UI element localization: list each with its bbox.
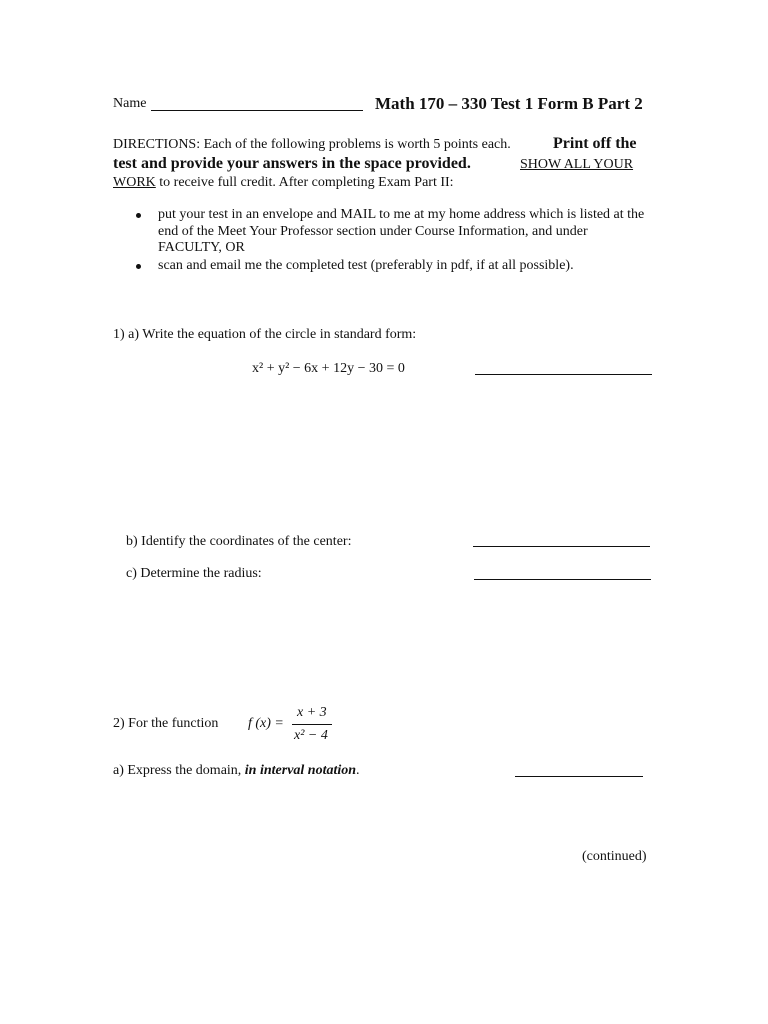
bullet-marker bbox=[136, 213, 141, 218]
q2a-label bbox=[113, 763, 360, 779]
directions-line-3 bbox=[113, 175, 454, 191]
q2-denominator: x² − 4 bbox=[294, 728, 328, 743]
q1c-answer-field[interactable] bbox=[474, 579, 651, 580]
q2a-suffix: . bbox=[356, 763, 360, 778]
directions-rest: to receive full credit. After completing Exam Part II: bbox=[155, 175, 454, 190]
q1b-answer-field[interactable] bbox=[473, 546, 650, 547]
q1c-label: c) Determine the radius: bbox=[126, 566, 262, 581]
q2-label: 2) For the function bbox=[113, 716, 219, 731]
q2a-emphasis: in interval notation bbox=[244, 763, 357, 778]
name-field[interactable] bbox=[151, 110, 363, 111]
directions-bold-2: test and provide your answers in the space provided. bbox=[113, 155, 471, 172]
fraction-bar bbox=[292, 724, 332, 725]
bullet-mail-line-2: end of the Meet Your Professor section under Course Information, and under bbox=[158, 223, 588, 239]
directions-show-1: SHOW ALL YOUR bbox=[520, 157, 634, 172]
directions-lead: DIRECTIONS: Each of the following problems is worth 5 points each. bbox=[113, 137, 511, 152]
q2-numerator: x + 3 bbox=[297, 705, 327, 720]
q1-equation: x² + y² − 6x + 12y − 30 = 0 bbox=[252, 361, 405, 376]
bullet-marker bbox=[136, 264, 141, 269]
directions-bold-1: Print off the bbox=[553, 135, 637, 152]
bullet-mail-line-3: FACULTY, OR bbox=[158, 240, 245, 255]
bullet-item-mail bbox=[158, 207, 644, 257]
name-label: Name bbox=[113, 96, 147, 111]
bullet-email-line-1: scan and email me the completed test (preferably in pdf, if at all possible). bbox=[158, 258, 574, 273]
q2a-prefix: a) Express the domain, bbox=[113, 763, 245, 778]
continued-note: (continued) bbox=[582, 849, 647, 864]
bullet-item-email bbox=[158, 258, 574, 275]
page-title: Math 170 – 330 Test 1 Form B Part 2 bbox=[375, 94, 643, 113]
q2a-answer-field[interactable] bbox=[515, 776, 643, 777]
q2-function-name: f (x) = bbox=[248, 716, 284, 731]
q1a-answer-field[interactable] bbox=[475, 374, 652, 375]
bullet-mail-line-1: put your test in an envelope and MAIL to me at my home address which is listed at the bbox=[158, 207, 645, 222]
directions-show-2: WORK bbox=[113, 175, 156, 190]
q1b-label: b) Identify the coordinates of the center: bbox=[126, 534, 352, 549]
q1a-label: 1) a) Write the equation of the circle in standard form: bbox=[113, 327, 417, 342]
